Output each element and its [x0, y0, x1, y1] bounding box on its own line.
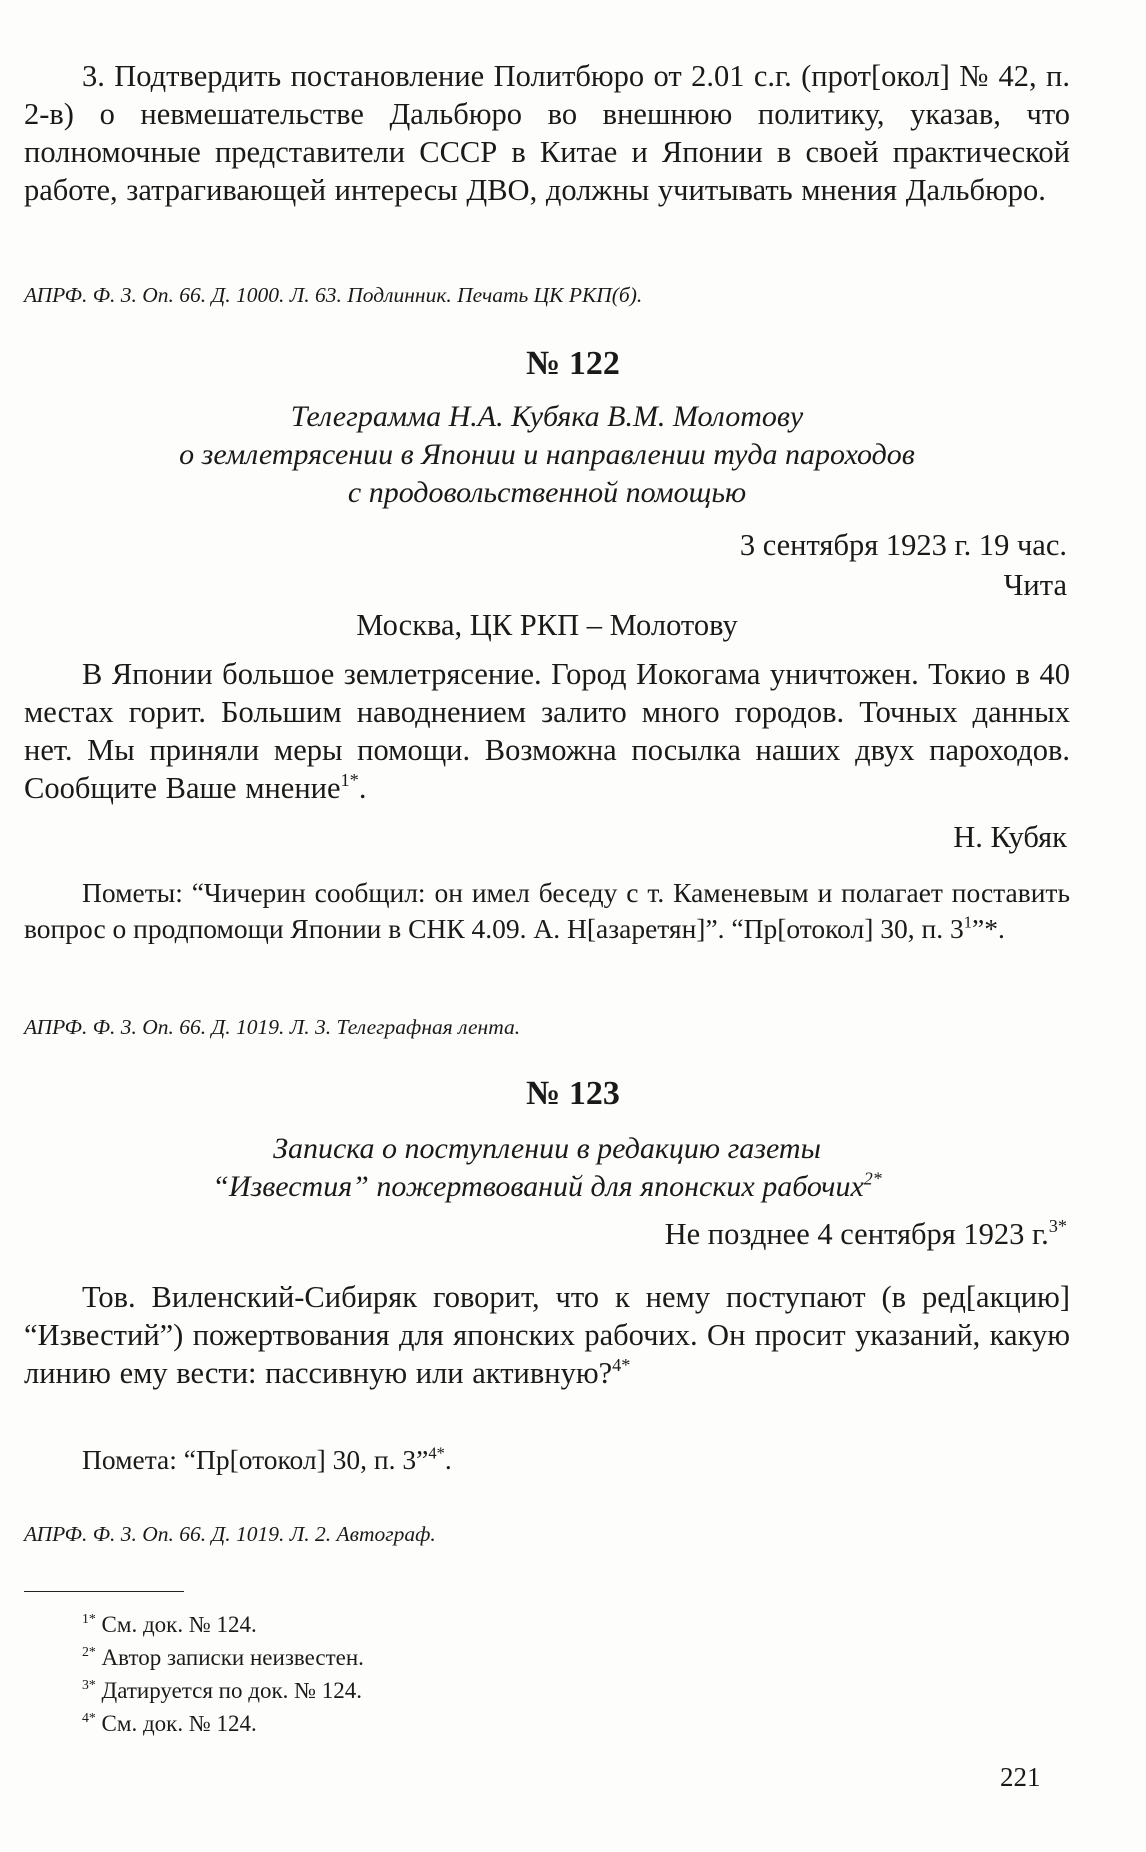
doc122-number: № 122 [526, 345, 620, 382]
footnote-1-mark: 1* [82, 1611, 96, 1627]
footnote-2 [24, 1641, 1070, 1674]
footnote-divider [24, 1591, 184, 1592]
doc123-text-note: 4* [612, 1355, 631, 1376]
doc122-remarks-body: Пометы: “Чичерин сообщил: он имел беседу с т. Каменевым и полагает поставить вопрос о продпомощи Японии в СНК 4.09. А. Н[азаретян]”. “Пр[отокол] 30, п. 3 [24, 877, 1070, 944]
doc122-remarks [24, 875, 1070, 947]
doc123-title-line1: Записка о поступлении в редакцию газеты [273, 1132, 821, 1165]
doc123-remark-body: Помета: “Пр[отокол] 30, п. 3” [82, 1444, 429, 1475]
footnote-4-mark: 4* [82, 1710, 96, 1726]
doc122-title-line1: Телеграмма Н.А. Кубяка В.М. Молотову [290, 400, 804, 433]
footnote-3-text: Датируется по док. № 124. [95, 1678, 363, 1703]
doc121-archive-reference: АПРФ. Ф. 3. Оп. 66. Д. 1000. Л. 63. Подлинник. Печать ЦК РКП(б). [24, 283, 643, 307]
footnote-1-text: См. док. № 124. [95, 1612, 257, 1637]
doc122-text [24, 655, 1070, 807]
doc123-text [24, 1278, 1070, 1392]
doc123-date-text: Не позднее 4 сентября 1923 г. [664, 1217, 1049, 1251]
footnote-4-text: См. док. № 124. [95, 1711, 257, 1736]
doc122-remarks-note: 1 [963, 912, 973, 932]
doc122-date: 3 сентября 1923 г. 19 час. [739, 528, 1067, 562]
doc122-title [24, 398, 1070, 512]
doc123-archive-reference: АПРФ. Ф. 3. Оп. 66. Д. 1019. Л. 2. Автограф. [24, 1522, 436, 1546]
doc123-title-note: 2* [863, 1168, 882, 1189]
doc123-date [24, 1215, 1067, 1253]
doc123-remark [24, 1442, 1070, 1478]
footnote-3-mark: 3* [82, 1677, 96, 1693]
doc122-title-line3: с продовольственной помощью [347, 476, 747, 509]
doc122-archive-reference: АПРФ. Ф. 3. Оп. 66. Д. 1019. Л. 3. Телеграфная лента. [24, 1015, 521, 1039]
doc122-text-body: В Японии большое землетрясение. Город Иокогама уничтожен. Токио в 40 местах горит. Большим наводнением залито много городов. Точных данных нет. Мы приняли меры помощи. Возможна посылка наших двух пароходов. Сообщите Ваше мнение [24, 657, 1070, 805]
doc122-remarks-end: ”*. [972, 913, 1005, 944]
doc122-place: Чита [1003, 568, 1067, 602]
doc122-text-end: . [358, 771, 367, 805]
doc123-remark-end: . [444, 1444, 452, 1475]
footnote-1 [24, 1608, 1070, 1641]
footnote-3 [24, 1674, 1070, 1707]
doc123-date-note: 3* [1048, 1216, 1067, 1237]
doc122-title-line2: о землетрясении в Японии и направлении туда пароходов [179, 438, 915, 471]
footnote-2-text: Автор записки неизвестен. [95, 1645, 364, 1670]
doc122-signature: Н. Кубяк [953, 820, 1067, 854]
footnotes [24, 1608, 1070, 1740]
footnote-4 [24, 1707, 1070, 1740]
doc121-item3: 3. Подтвердить постановление Политбюро от 2.01 с.г. (прот[окол] № 42, п. 2-в) о невмешательстве Дальбюро во внешнюю политику, указав, что полномочные представители СССР в Китае и Японии в своей практической работе, затрагивающей интересы ДВО, должны учитывать мнения Дальбюро. [24, 59, 1070, 207]
doc123-title [24, 1130, 1070, 1206]
doc122-addressee: Москва, ЦК РКП – Молотову [356, 608, 738, 642]
doc123-remark-note: 4* [428, 1443, 445, 1463]
doc123-title-line2: “Известия” пожертвований для японских рабочих [212, 1170, 864, 1203]
doc123-text-body: Тов. Виленский-Сибиряк говорит, что к нему поступают (в ред[акцию] “Известий”) пожертвования для японских рабочих. Он просит указаний, какую линию ему вести: пассивную или активную? [24, 1280, 1070, 1390]
doc122-text-note: 1* [340, 770, 359, 791]
footnote-2-mark: 2* [82, 1644, 96, 1660]
page-number: 221 [1000, 1762, 1041, 1792]
doc123-number: № 123 [526, 1075, 620, 1112]
